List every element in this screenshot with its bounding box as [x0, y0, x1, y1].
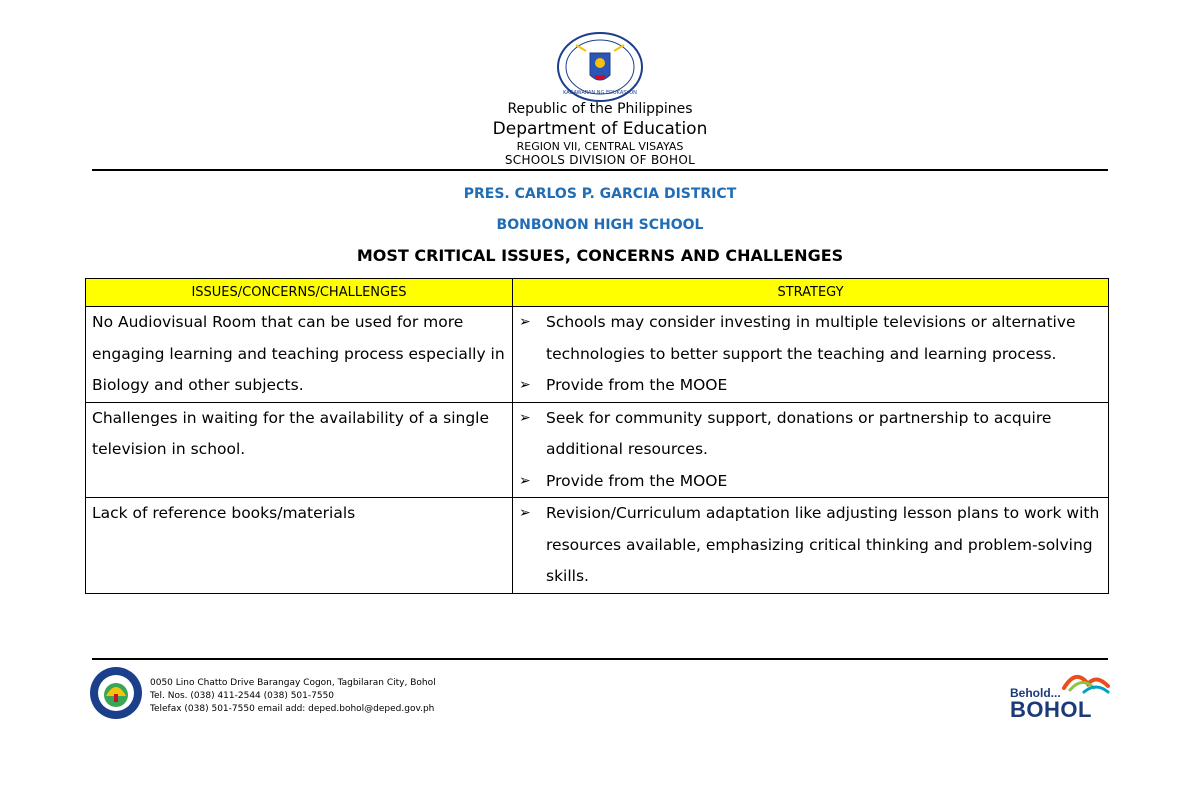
- arrowhead-bullet-icon: ➢: [519, 409, 531, 426]
- strategy-item: [519, 466, 1102, 498]
- strategy-cell: [513, 402, 1109, 498]
- strategy-text: Revision/Curriculum adaptation like adjusting lesson plans to work with resources available, emphasizing critical thinking and problem-solving skills.: [546, 504, 1100, 585]
- strategy-item: [519, 370, 1102, 402]
- strategy-list: [519, 403, 1102, 498]
- arrowhead-bullet-icon: ➢: [519, 505, 531, 521]
- document-title: MOST CRITICAL ISSUES, CONCERNS AND CHALLENGES: [356, 246, 844, 265]
- strategy-list: [519, 498, 1102, 593]
- strategy-list: [519, 307, 1102, 402]
- footer-address: 0050 Lino Chatto Drive Barangay Cogon, Tagbilaran City, Bohol: [150, 678, 436, 688]
- issues-table: [85, 278, 1109, 594]
- arrowhead-bullet-icon: ➢: [519, 472, 531, 489]
- column-header-strategy: STRATEGY: [513, 279, 1109, 307]
- header-divider: [92, 169, 1108, 171]
- division-seal-icon: [89, 666, 143, 720]
- division-line: SCHOOLS DIVISION OF BOHOL: [504, 153, 696, 167]
- strategy-item: [519, 307, 1102, 370]
- republic-line: Republic of the Philippines: [507, 101, 693, 117]
- footer-telephone: Tel. Nos. (038) 411-2544 (038) 501-7550: [150, 691, 335, 701]
- strategy-item: [519, 498, 1102, 593]
- logo-tagline: Behold...: [1010, 686, 1061, 700]
- table-row: [86, 307, 1109, 403]
- column-header-issues: ISSUES/CONCERNS/CHALLENGES: [86, 279, 513, 307]
- footer-contact: [150, 677, 436, 716]
- arrowhead-bullet-icon: ➢: [519, 377, 531, 393]
- arrowhead-bullet-icon: ➢: [519, 314, 531, 330]
- issue-cell: Lack of reference books/materials: [86, 498, 513, 594]
- strategy-text: Provide from the MOOE: [546, 376, 728, 394]
- department-name: Department of Education: [492, 119, 708, 139]
- table-header-row: [86, 279, 1109, 307]
- strategy-item: [519, 403, 1102, 466]
- district-name: PRES. CARLOS P. GARCIA DISTRICT: [463, 186, 737, 202]
- deped-seal-icon: [556, 31, 644, 103]
- strategy-text: Provide from the MOOE: [546, 471, 728, 490]
- strategy-text: Schools may consider investing in multiple televisions or alternative technologies to better support the teaching and learning process.: [546, 313, 1076, 363]
- issue-cell: No Audiovisual Room that can be used for more engaging learning and teaching process especially in Biology and other subjects.: [86, 307, 513, 403]
- strategy-cell: [513, 498, 1109, 594]
- footer-divider: [92, 658, 1108, 660]
- strategy-cell: [513, 307, 1109, 403]
- table-row: [86, 498, 1109, 594]
- footer-telefax-email: Telefax (038) 501-7550 email add: deped.bohol@deped.gov.ph: [150, 704, 435, 714]
- region-line: REGION VII, CENTRAL VISAYAS: [516, 140, 684, 153]
- school-name: BONBONON HIGH SCHOOL: [496, 217, 704, 233]
- table-row: [86, 402, 1109, 498]
- strategy-text: Seek for community support, donations or partnership to acquire additional resources.: [546, 408, 1052, 458]
- seal-lettering: KAGAWARAN NG EDUKASYON: [563, 90, 637, 96]
- logo-name: BOHOL: [1010, 697, 1092, 722]
- issue-cell: Challenges in waiting for the availability of a single television in school.: [86, 402, 513, 498]
